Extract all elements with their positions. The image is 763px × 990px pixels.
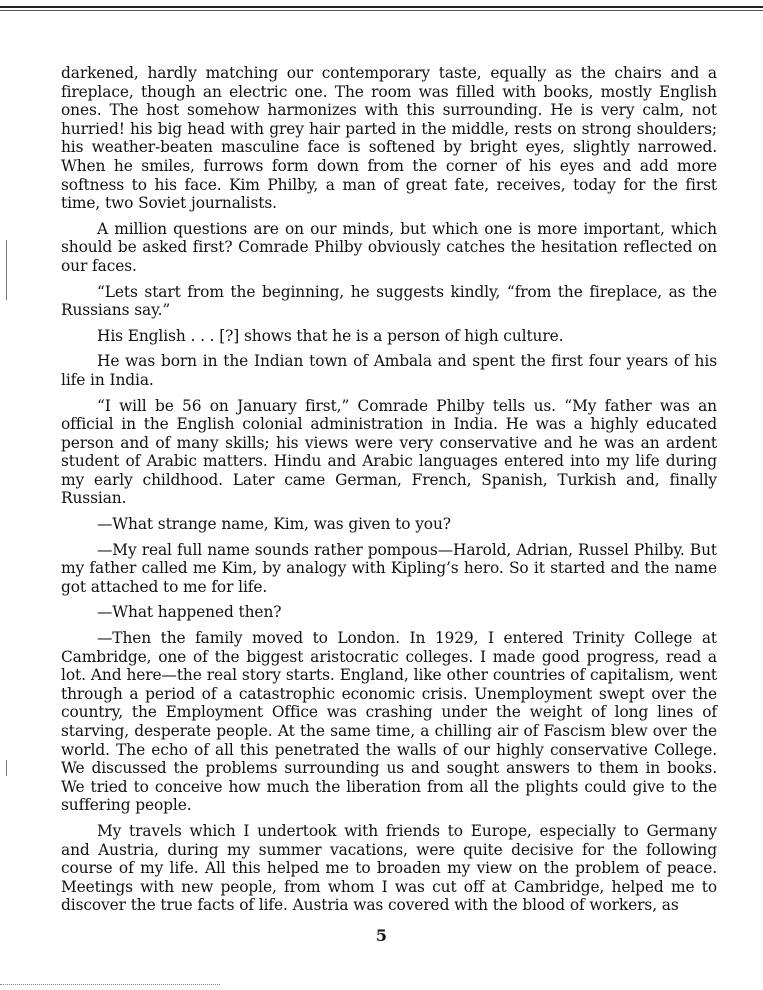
paragraph-4: His English . . . [?] shows that he is a person of high culture. (97, 326, 564, 345)
page-number: 5 (375, 926, 388, 945)
margin-mark (6, 240, 7, 300)
paragraph-6: “I will be 56 on January first,” Comrade Philby tells us. “My father was an official in the English colonial administration in India. He was a highly educated person and of many skills; his views were very conservative and he was an ardent student of Arabic matters. Hindu and Arabic languages entered into my life during my early childhood. Later came German, French, Spanish, Turkish and, finally Russian. (61, 396, 717, 508)
top-rule (0, 6, 763, 8)
paragraph-1: darkened, hardly matching our contemporary taste, equally as the chairs and a fireplace, though an electric one. The room was filled with books, mostly English ones. The host somehow harmonizes with this surrounding. He is very calm, not hurried! his big head with grey hair parted in the middle, rests on strong shoulders; his weather-beaten masculine face is softened by bright eyes, slightly narrowed. When he smiles, furrows form down from the corner of his eyes and add more softness to his face. Kim Philby, a man of great fate, receives, today for the first time, two Soviet journalists. (61, 64, 717, 213)
paragraph-7: —What strange name, Kim, was given to you? (97, 515, 451, 534)
paragraph-5: He was born in the Indian town of Ambala and spent the first four years of his life in India. (61, 352, 717, 389)
paragraph-8: —My real full name sounds rather pompous—Harold, Adrian, Russel Philby. But my father called me Kim, by analogy with Kipling’s hero. So it started and the name got attached to me for life. (61, 540, 717, 596)
bottom-dotted-rule (0, 984, 220, 985)
paragraph-2: A million questions are on our minds, but which one is more important, which should be asked first? Comrade Philby obviously catches the hesitation reflected on our faces. (61, 219, 717, 275)
margin-mark (6, 760, 7, 776)
paragraph-9: —What happened then? (97, 603, 282, 622)
page-text (61, 64, 717, 922)
paragraph-3: “Lets start from the beginning, he suggests kindly, “from the fireplace, as the Russians say.” (61, 282, 717, 320)
paragraph-11: My travels which I undertook with friends to Europe, especially to Germany and Austria, during my summer vacations, were quite decisive for the following course of my life. All this helped me to broaden my view on the problem of peace. Meetings with new people, from whom I was cut off at Cambridge, helped me to discover the true facts of life. Austria was covered with the blood of workers, as (61, 821, 717, 915)
top-rule-thin (0, 10, 763, 11)
paragraph-10: —Then the family moved to London. In 1929, I entered Trinity College at Cambridge, one of the biggest aristocratic colleges. I made good progress, read a lot. And here—the real story starts. England, like other countries of capitalism, went through a period of a catastrophic economic crisis. Unemployment swept over the country, the Employment Office was crashing under the weight of long lines of starving, desperate people. At the same time, a chilling air of Fascism blew over the world. The echo of all this penetrated the walls of our highly conservative College. We discussed the problems surrounding us and sought answers to them in books. We tried to conceive how much the liberation from all the plights could give to the suffering people. (61, 629, 717, 815)
